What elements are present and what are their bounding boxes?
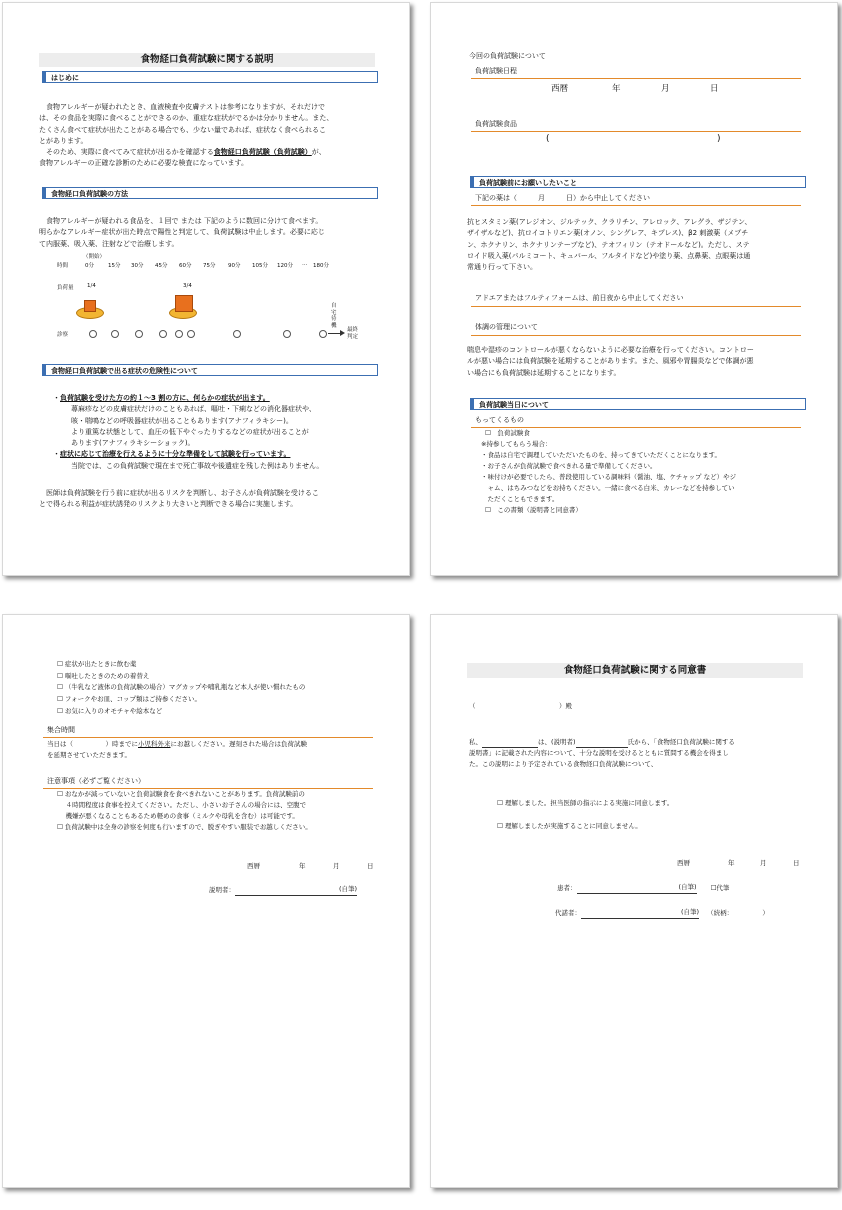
text-line: より重篤な状態として、血圧の低下やぐったりするなどの症状が出ることが xyxy=(71,427,309,436)
signature-field[interactable] xyxy=(235,895,335,896)
section-header-test-day: 負荷試験当日について xyxy=(470,398,806,410)
era-label: 西暦 xyxy=(551,84,569,94)
about-heading: 今回の負荷試験について xyxy=(469,52,546,60)
month-label: 月 xyxy=(760,859,767,867)
text-line: 私、 は、(説明者) 氏から、「食物経口負荷試験に関する xyxy=(469,738,735,746)
bring-list xyxy=(481,428,811,516)
closing-text xyxy=(39,488,379,511)
checkbox-item: ☐ この書類（説明書と同意書） xyxy=(485,506,582,514)
text-line: とで得られる利益が症状誘発のリスクより大きいと判断できる場合に実施します。 xyxy=(39,500,298,509)
text-line: 常通り行って下さい。 xyxy=(467,263,537,272)
orange-rule xyxy=(471,78,801,79)
text-line: あります(アナフィラキシーショック)。 xyxy=(71,439,195,448)
bullet-head: ・負荷試験を受けた方の約１〜3 割の方に、何らかの症状が出ます。 xyxy=(53,394,270,402)
checkbox-item: ☐ おなかが減っていないと負荷試験食を食べきれないことがあります。負荷試験前の xyxy=(57,790,305,798)
health-text xyxy=(467,345,807,379)
final-judgment-label: 最終判定 xyxy=(347,327,359,340)
text-line: ・お子さんが負荷試験で食べきれる量で準備してください。 xyxy=(481,462,657,470)
exam-circle xyxy=(233,330,241,338)
food-heading: 負荷試験食品 xyxy=(475,120,517,128)
exam-circle xyxy=(175,330,183,338)
checkbox-item: ☐ 負荷試験食 xyxy=(485,429,530,437)
proxy-checkbox[interactable]: ☐代筆 xyxy=(710,884,730,892)
load-amount-1: 1/4 xyxy=(87,283,96,289)
method-text xyxy=(39,216,379,250)
time-tick: 60分 xyxy=(179,263,192,269)
text-line: 食物アレルギーの正確な診断のために必要な検査になっています。 xyxy=(39,159,248,168)
day-label: 日 xyxy=(793,859,800,867)
text-line: は、その食品を実際に食べることができるのか、重症な症状がでるかは分かりません。また、 xyxy=(39,114,334,123)
orange-rule xyxy=(471,205,801,206)
text-line: 説明書」に記載された内容について、十分な説明を受けるとともに質問する機会を得まし xyxy=(469,749,729,757)
text-line: を延期させていただきます。 xyxy=(47,751,131,759)
home-wait-label: 自宅待機 xyxy=(331,303,337,329)
era-label: 西暦 xyxy=(677,859,690,867)
exam-circle xyxy=(111,330,119,338)
text-line: ン、ホクナリン、ホクナリンテープなど)、テオフィリン（テオドールなど)。ただし、ステ xyxy=(467,240,750,249)
text-line: 食物アレルギーが疑われる食品を、１回で または 下記のように数回に分けて食べます。 xyxy=(39,217,323,225)
text-line: ャム、はちみつなどをお持ちください。一緒に食べる白米、カレーなどを持参してい xyxy=(481,484,735,492)
date-heading: 負荷試験日程 xyxy=(475,67,517,75)
text-line: ルが悪い場合には負荷試験を延期することがあります。また、風邪や胃腸炎などで体調が悪 xyxy=(467,357,754,366)
checkbox-item: ☐ お気に入りのオモチャや絵本など xyxy=(57,706,163,715)
test-date-line xyxy=(431,82,838,96)
text-line: たくさん食べて症状が出たことがある場合でも、少ない量であれば、症状なく食べられるこ xyxy=(39,125,326,134)
meeting-time-heading: 集合時間 xyxy=(47,726,75,734)
time-tick: 180分 xyxy=(313,263,329,269)
section-header-risk: 食物経口負荷試験で出る症状の危険性について xyxy=(42,364,378,376)
text-line: 医師は負荷試験を行う前に症状が出るリスクを判断し、お子さんが負荷試験を受けるこ xyxy=(39,489,319,497)
text-line: い場合にも負荷試験は延期することになります。 xyxy=(467,368,621,377)
paren-open: ( xyxy=(546,134,550,144)
risk-bullets xyxy=(53,393,383,472)
proxy-label: 代諾者： xyxy=(555,909,581,917)
year-label: 年 xyxy=(728,859,735,867)
year-label: 年 xyxy=(612,84,621,94)
intro-text xyxy=(39,102,379,170)
page-consent-form xyxy=(430,614,838,1188)
underlined-term: 小児科外来 xyxy=(138,740,171,748)
exam-row-label: 診察 xyxy=(57,332,69,338)
page-explanation-3 xyxy=(2,614,410,1188)
patient-label: 患者： xyxy=(557,884,577,892)
time-tick: 45分 xyxy=(155,263,168,269)
signature-date-line xyxy=(3,861,410,872)
section-header-method: 食物経口負荷試験の方法 xyxy=(42,187,378,199)
text-line: 当日は（ ）時までに小児科外来にお越しください。遅刻された場合は負荷試験 xyxy=(47,740,307,748)
text-line: ４時間程度は食事を控えてください。ただし、小さいお子さんの場合には、空腹で xyxy=(57,801,307,809)
notes-list xyxy=(57,789,387,833)
text-line: 当院では、この負荷試験で現在まで死亡事故や後遺症を残した例はありません。 xyxy=(71,461,324,470)
load-row-label: 負荷量 xyxy=(57,285,74,291)
consent-option-agree[interactable]: ☐ 理解しました。担当医師の指示による実施に同意します。 xyxy=(497,799,674,807)
time-tick: 15分 xyxy=(108,263,121,269)
exam-circle xyxy=(283,330,291,338)
time-tick: 75分 xyxy=(203,263,216,269)
addressee-open: （ xyxy=(469,702,476,710)
text-line: ・食品は自宅で調理していただいたものを、持ってきていただくことになります。 xyxy=(481,451,721,459)
exam-circle xyxy=(159,330,167,338)
adoair-note: アドエアまたはフルティフォームは、前日夜から中止してください xyxy=(475,294,684,302)
health-heading: 体調の管理について xyxy=(475,323,538,331)
food-portion-icon xyxy=(84,300,96,312)
underlined-term: 食物経口負荷試験（負荷試験） xyxy=(213,148,312,157)
time-tick: 90分 xyxy=(228,263,241,269)
text-line: とがあります。 xyxy=(39,136,88,145)
explainer-signature-line xyxy=(209,884,389,896)
load-amount-2: 3/4 xyxy=(183,283,192,289)
addressee-line xyxy=(469,701,669,712)
text-line: ただくこともできます。 xyxy=(481,495,559,503)
consent-body xyxy=(469,737,809,770)
relation-field[interactable]: （続柄： ） xyxy=(707,909,769,917)
text-line: 抗ヒスタミン薬(アレジオン、ジルテック、クラリチン、アレロック、アレグラ、ザジテン、 xyxy=(467,218,752,226)
explainer-label: 説明者： xyxy=(209,886,235,894)
start-label: （開始） xyxy=(83,254,106,260)
text-line: た。この説明により予定されている食物経口負荷試験について、 xyxy=(469,760,658,768)
time-tick: 105分 xyxy=(252,263,268,269)
time-row-label: 時間 xyxy=(57,263,69,269)
month-label: 月 xyxy=(333,862,340,870)
self-sign-note: (自筆) xyxy=(335,884,357,896)
schedule-diagram xyxy=(3,251,410,347)
exam-circle xyxy=(319,330,327,338)
page-explanation-2 xyxy=(430,2,838,576)
day-label: 日 xyxy=(710,84,719,94)
arrow-head-icon xyxy=(340,330,345,336)
time-tick: 0分 xyxy=(85,263,94,269)
section-header-intro: はじめに xyxy=(42,71,378,83)
orange-rule xyxy=(43,737,373,738)
meeting-time-text xyxy=(47,739,377,761)
consent-date-line xyxy=(431,858,838,869)
food-portion-icon xyxy=(175,295,193,312)
orange-rule xyxy=(471,335,801,336)
test-food-line xyxy=(431,134,838,148)
time-tick: … xyxy=(302,261,308,267)
era-label: 西暦 xyxy=(247,862,260,870)
signature-field[interactable] xyxy=(577,893,675,894)
section-header-before-test: 負荷試験前にお願いしたいこと xyxy=(470,176,806,188)
checkbox-item: ☐ 嘔吐したときのための着替え xyxy=(57,671,150,680)
text-line: そのため、実際に食べてみて症状が出るかを確認する食物経口負荷試験（負荷試験）が、 xyxy=(39,148,326,157)
exam-circle xyxy=(89,330,97,338)
checkbox-item: ☐ 症状が出たときに飲む薬 xyxy=(57,660,137,668)
page-title: 食物経口負荷試験に関する説明 xyxy=(39,53,375,67)
text-line: ザイザルなど)、抗ロイコトリエン薬(オノン、シングレア、キプレス)、β2 刺激薬（メプチ xyxy=(467,229,749,238)
proxy-signature-line xyxy=(555,907,825,919)
page-explanation-1 xyxy=(2,2,410,576)
text-line: ・味付けが必要でしたら、普段使用している調味料（醤油、塩、ケチャップ など）やジ xyxy=(481,473,737,481)
checkbox-item: ☐ フォークやお皿、コップ類はご持参ください。 xyxy=(57,695,201,704)
self-sign-note: (自筆) xyxy=(675,882,697,894)
text-line: ロイド吸入薬(パルミコート、キュバール、フルタイドなど)や塗り薬、点鼻薬、点眼薬は通 xyxy=(467,251,751,260)
time-tick: 120分 xyxy=(277,263,293,269)
bullet-head: ・症状に応じて治療を行えるように十分な準備をして試験を行っています。 xyxy=(53,450,291,459)
text-line: 明らかなアレルギー症状が出た時点で陽性と判定して、負荷試験は中止します。必要に応じ xyxy=(39,228,325,237)
paren-close: ) xyxy=(717,134,721,144)
exam-circle xyxy=(187,330,195,338)
text-line: 喘息や湿疹のコントロールが悪くならないように必要な治療を行ってください。コントロー xyxy=(467,346,754,354)
text-line: て内服薬、吸入薬、注射などで治療します。 xyxy=(39,239,179,248)
exam-circle xyxy=(135,330,143,338)
patient-signature-line xyxy=(557,882,817,894)
checkbox-item: ☐ （牛乳など液体の負荷試験の場合）マグカップや哺乳瓶など本人が使い慣れたもの xyxy=(57,683,306,692)
bring-list-continued xyxy=(57,659,397,718)
page-title: 食物経口負荷試験に関する同意書 xyxy=(467,663,803,678)
year-label: 年 xyxy=(299,862,306,870)
self-sign-note: (自筆) xyxy=(677,907,699,919)
text-line: 蕁麻疹などの皮膚症状だけのこともあれば、嘔吐・下痢などの消化器症状や、 xyxy=(71,405,316,414)
signature-field[interactable] xyxy=(581,918,677,919)
month-label: 月 xyxy=(661,84,670,94)
consent-option-decline[interactable]: ☐ 理解しましたが実施することに同意しません。 xyxy=(497,822,642,830)
bring-heading: もってくるもの xyxy=(475,416,524,424)
checkbox-item: ☐ 負荷試験中は全身の診察を何度も行いますので、脱ぎやすい服装でお越しください。 xyxy=(57,823,312,831)
medication-list xyxy=(467,217,807,273)
day-label: 日 xyxy=(367,862,374,870)
orange-rule xyxy=(471,306,801,307)
text-line: 咳・喘鳴などの呼吸器症状が出ることもあります(アナフィラキシー)。 xyxy=(71,416,293,425)
stop-meds-line: 下記の薬は（ 月 日）から中止してください xyxy=(475,194,650,202)
addressee-close: ）殿 xyxy=(559,702,572,710)
time-tick: 30分 xyxy=(131,263,144,269)
text-line: ※持参してもらう場合： xyxy=(481,440,552,448)
text-line: 機嫌が悪くなることもあるため軽めの食事（ミルクや母乳を含む）は可能です。 xyxy=(57,812,299,820)
orange-rule xyxy=(471,131,801,132)
text-line: 食物アレルギーが疑われたとき、血液検査や皮膚テストは参考になりますが、それだけで xyxy=(39,103,325,111)
notes-heading: 注意事項（必ずご覧ください） xyxy=(47,777,145,785)
